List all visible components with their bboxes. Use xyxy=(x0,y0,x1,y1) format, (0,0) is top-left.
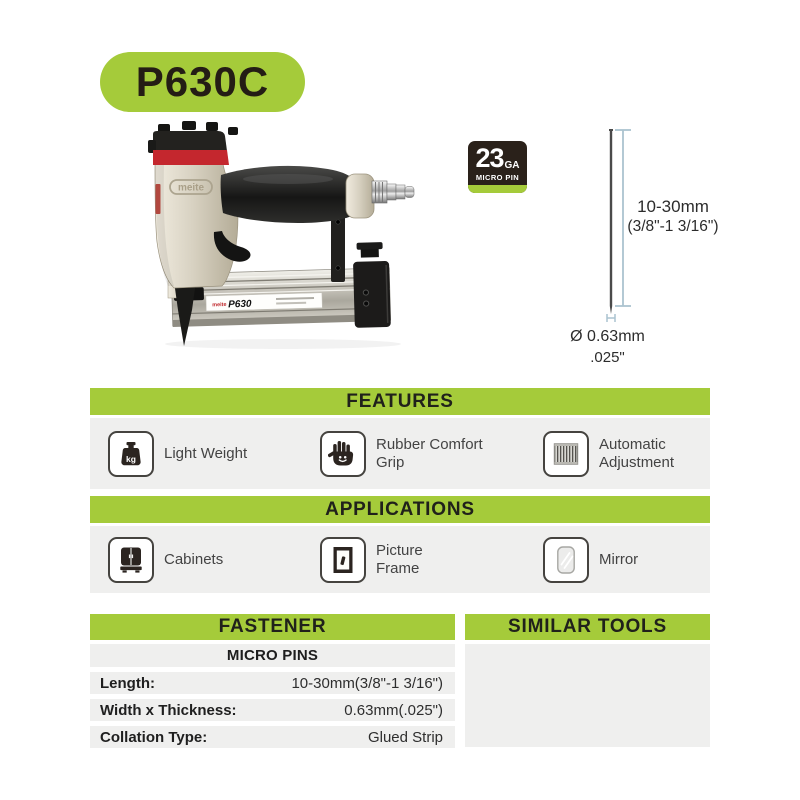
tool-end-cap xyxy=(346,174,374,218)
tool-shadow xyxy=(165,339,401,349)
diameter-tick xyxy=(607,314,615,322)
gauge-badge xyxy=(468,141,527,193)
fastener-row-length: Length: 10-30mm(3/8"-1 3/16") xyxy=(90,672,455,694)
kg-label: kg xyxy=(126,453,136,464)
cabinet-icon xyxy=(116,545,146,575)
automatic-adjustment-icon xyxy=(551,439,581,469)
pin-tip xyxy=(610,306,612,314)
fastener-subtitle: MICRO PINS xyxy=(90,644,455,667)
magazine-brand-text: meite xyxy=(212,301,227,309)
fastener-row-width-thickness: Width x Thickness: 0.63mm(.025") xyxy=(90,699,455,721)
mirror-icon xyxy=(551,545,581,575)
air-fitting-nut xyxy=(396,185,405,199)
gauge-green-strip xyxy=(468,185,527,193)
magazine-end-cap xyxy=(353,261,391,328)
similar-tools-header: SIMILAR TOOLS xyxy=(465,614,710,640)
applications-header: APPLICATIONS xyxy=(90,496,710,523)
gauge-number: 23 GA xyxy=(475,143,520,173)
cap-bolt xyxy=(228,127,238,135)
tool-side-sticker xyxy=(156,184,161,214)
pin-length-dimension: 10-30mm (3/8"-1 3/16") xyxy=(627,197,719,236)
applications-section xyxy=(90,496,710,593)
pin-diameter-dimension: Ø 0.63mm .025" xyxy=(570,328,645,366)
cap-bolt xyxy=(182,121,196,130)
tool-red-band xyxy=(153,150,229,165)
feature-light-weight: kg Light Weight xyxy=(90,431,302,477)
weight-kg-icon xyxy=(116,439,146,469)
fastener-row-collation: Collation Type: Glued Strip xyxy=(90,726,455,748)
application-cabinets: Cabinets xyxy=(90,537,302,583)
application-mirror: Mirror xyxy=(525,537,710,583)
magazine-model-text: P630 xyxy=(228,298,252,311)
model-badge: P630C xyxy=(100,52,305,112)
application-picture-frame: Picture Frame xyxy=(302,537,525,583)
cap-bolt xyxy=(206,122,218,131)
tool-top-cap xyxy=(153,131,227,151)
features-header: FEATURES xyxy=(90,388,710,415)
air-fitting-tip xyxy=(405,187,414,198)
features-section xyxy=(90,388,710,489)
picture-frame-icon xyxy=(328,545,358,575)
fastener-header: FASTENER xyxy=(90,614,455,640)
similar-tools-empty-area xyxy=(465,644,710,747)
similar-tools-section xyxy=(465,614,710,747)
rubber-grip-hand-icon xyxy=(328,439,358,469)
tool-brand-text: meite xyxy=(177,182,205,194)
feature-automatic-adjustment: Automatic Adjustment xyxy=(525,431,710,477)
fastener-section xyxy=(90,614,455,748)
air-fitting-mid xyxy=(387,184,396,200)
gauge-caption: MICRO PIN xyxy=(475,173,520,182)
product-photo-nailer xyxy=(108,118,453,353)
feature-rubber-grip: Rubber Comfort Grip xyxy=(302,431,525,477)
